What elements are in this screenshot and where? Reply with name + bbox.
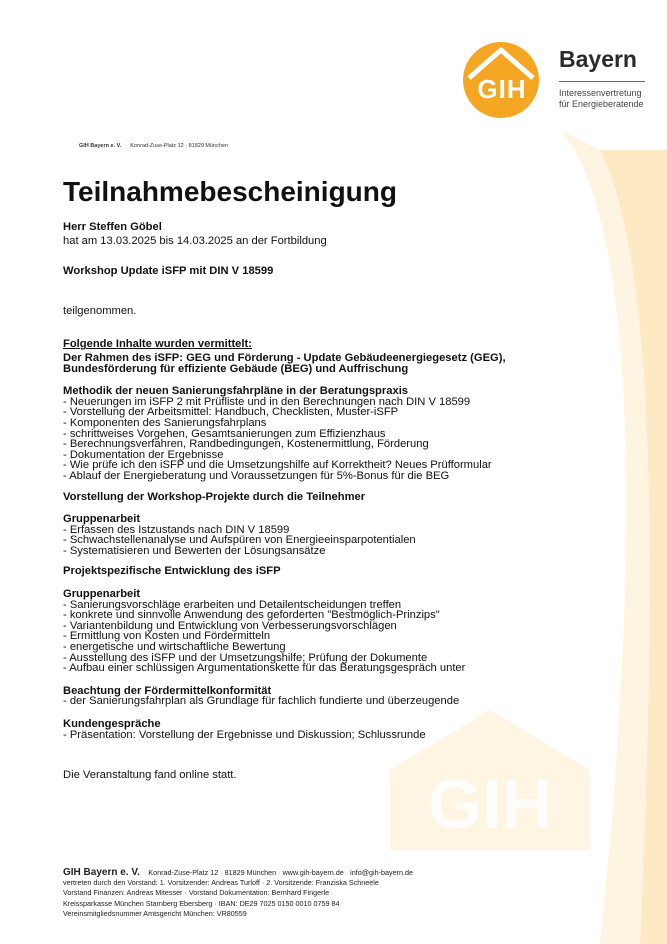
logo-subtitle-2: für Energieberatende: [559, 99, 644, 109]
sender-org: GIH Bayern e. V.: [79, 143, 122, 149]
course-title: Workshop Update iSFP mit DIN V 18599: [63, 265, 274, 278]
section-item: - Neuerungen im iSFP 2 mit Prüfliste und in den Berechnungen nach DIN V 18599: [63, 395, 471, 408]
participant-name: Herr Steffen Göbel: [63, 221, 162, 233]
topic-section: [63, 514, 563, 556]
footer-contact-item: 81829 München: [224, 868, 277, 877]
closing-note: Die Veranstaltung fand online statt.: [63, 769, 237, 782]
topic-sections: [63, 386, 563, 740]
footer-finance-line: Vorstand Finanzen: Andreas Mitesser · Vorstand Dokumentation: Bernhard Fingerle: [63, 888, 330, 898]
logo-mark-text: GIH: [477, 74, 527, 104]
sender-line: GIH Bayern e. V. · Konrad-Zuse-Platz 12 · 81829 München: [79, 143, 229, 149]
contents-heading: Folgende Inhalte wurden vermittelt:: [63, 338, 252, 351]
footer-separator: ·: [220, 868, 223, 877]
section-item: - Vorstellung der Arbeitsmittel: Handbuch, Checklisten, Muster-iSFP: [63, 406, 399, 419]
section-heading: Methodik der neuen Sanierungsfahrpläne in der Beratungspraxis: [63, 385, 409, 398]
section-item: - Aufbau einer schlüssigen Argumentationskette für das Beratungsgespräch unter: [63, 662, 466, 675]
section-item: - schrittweises Vorgehen, Gesamtsanierungen zum Effizienzhaus: [63, 427, 386, 440]
section-heading: Gruppenarbeit: [63, 588, 141, 601]
footer-separator: ·: [345, 868, 349, 877]
section-item: - Komponenten des Sanierungsfahrplans: [63, 416, 267, 429]
gih-bayern-logo: [461, 38, 647, 118]
section-item: - Systematisieren und Bewerten der Lösungsansätze: [63, 544, 326, 557]
topic-section: [63, 386, 563, 481]
footer-board-line: vertreten durch den Vorstand: 1. Vorsitzender: Andreas Turloff · 2. Vorsitzende: Franziska Schneele: [63, 878, 379, 888]
section-heading: Kundengespräche: [63, 718, 161, 730]
logo-subtitle-1: Interessenvertretung: [559, 88, 642, 98]
section-item: - Ermittlung von Kosten und Fördermitteln: [63, 630, 271, 643]
completion-text: teilgenommen.: [63, 304, 137, 317]
page-title: Teilnahmebescheinigung: [63, 176, 397, 207]
logo-divider: [559, 81, 645, 82]
footer-org: GIH Bayern e. V.: [63, 867, 140, 878]
svg-text:GIH: GIH: [427, 765, 553, 843]
section-item: - der Sanierungsfahrplan als Grundlage für fachlich fundierte und überzeugende: [63, 695, 460, 708]
section-heading: Beachtung der Fördermittelkonformität: [63, 684, 272, 697]
section-item: - Ablauf der Energieberatung und Voraussetzungen für 5%-Bonus für die BEG: [63, 469, 450, 482]
section-item: - Sanierungsvorschläge erarbeiten und Detailentscheidungen treffen: [63, 598, 402, 611]
topic-section: [63, 492, 563, 503]
section-heading: Projektspezifische Entwicklung des iSFP: [63, 565, 281, 578]
section-heading: Vorstellung der Workshop-Projekte durch die Teilnehmer: [63, 490, 366, 503]
footer-separator: ·: [143, 868, 147, 877]
section-item: - Präsentation: Vorstellung der Ergebnisse und Diskussion; Schlussrunde: [63, 728, 426, 741]
section-item: - konkrete und sinnvolle Anwendung des geforderten "Bestmöglich-Prinzips": [63, 609, 440, 622]
section-heading: Gruppenarbeit: [63, 513, 141, 526]
footer-contact-item: info@gih-bayern.de: [350, 868, 413, 877]
topic-intro: Der Rahmen des iSFP: GEG und Förderung - Update Gebäudeenergiegesetz (GEG), Bundesförderung für effiziente Gebäude (BEG) und Auffrischung: [63, 351, 506, 375]
topic-section: [63, 686, 563, 707]
sender-address: Konrad-Zuse-Platz 12 · 81829 München: [130, 143, 229, 149]
section-item: - Berechnungsverfahren, Randbedingungen, Kostenermittlung, Förderung: [63, 438, 429, 451]
footer-register-line: Vereinsmitgliedsnummer Amtsgericht München: VR80559: [63, 908, 247, 918]
section-item: - Schwachstellenanalyse und Aufspüren von Energieeinsparpotentialen: [63, 534, 416, 547]
section-item: - Variantenbildung und Entwicklung von Verbesserungsvorschlägen: [63, 619, 397, 632]
footer: [63, 868, 623, 919]
section-item: - Erfassen des Istzustands nach DIN V 18599: [63, 523, 290, 536]
logo-name: Bayern: [559, 46, 637, 72]
footer-contact-line: [142, 868, 413, 877]
section-item: - Ausstellung des iSFP und der Umsetzungshilfe; Prüfung der Dokumente: [63, 651, 428, 664]
section-item: - energetische und wirtschaftliche Bewertung: [63, 641, 286, 654]
topic-section: [63, 566, 563, 577]
topic-section: [63, 719, 563, 740]
certificate-body: [63, 222, 563, 781]
footer-separator: ·: [278, 868, 281, 877]
footer-bank-line: Kreissparkasse München Starnberg Ebersberg · IBAN: DE29 7025 0150 0010 0759 84: [63, 898, 340, 908]
section-item: - Dokumentation der Ergebnisse: [63, 448, 224, 461]
participation-dates: hat am 13.03.2025 bis 14.03.2025 an der Fortbildung: [63, 234, 327, 247]
footer-contact-item: Konrad-Zuse-Platz 12: [148, 868, 219, 877]
topic-section: [63, 589, 563, 674]
section-item: - Wie prüfe ich den iSFP und die Umsetzungshilfe auf Korrektheit? Neues Prüfformular: [63, 459, 492, 472]
footer-contact-item: www.gih-bayern.de: [282, 868, 344, 877]
